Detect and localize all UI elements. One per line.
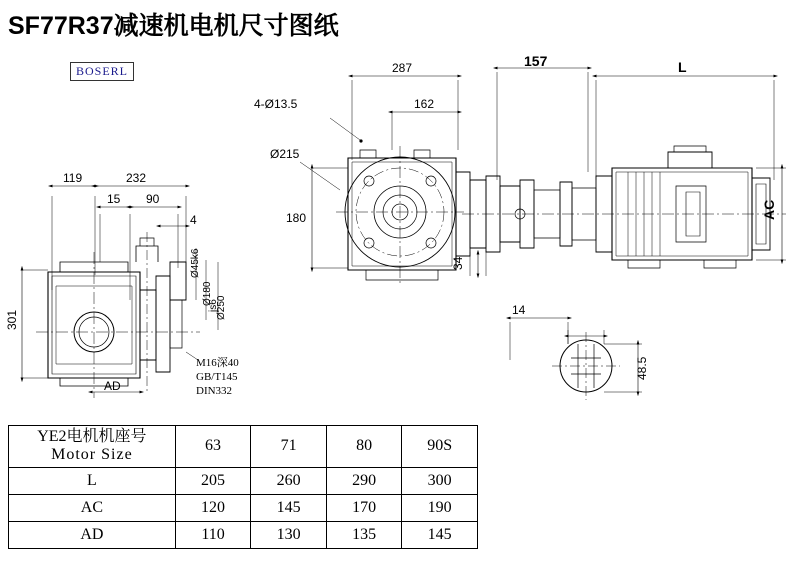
dim-119: 119 bbox=[63, 171, 83, 185]
dim-flange-250: Ø250 bbox=[216, 295, 227, 320]
cell-motor-size-71: 71 bbox=[251, 426, 327, 468]
brand-logo: BOSERL bbox=[70, 62, 134, 81]
row-label-AC: AC bbox=[9, 494, 176, 521]
dim-34: 34 bbox=[451, 256, 465, 270]
dim-157: 157 bbox=[524, 53, 548, 69]
note-thread: M16深40 bbox=[196, 357, 239, 369]
cell-L-63: 205 bbox=[175, 467, 251, 494]
cell-motor-size-63: 63 bbox=[175, 426, 251, 468]
dim-flange-180-tol: js6 bbox=[208, 299, 219, 312]
cell-motor-size-90s: 90S bbox=[402, 426, 478, 468]
row-label-cn: YE2电机机座号 bbox=[37, 428, 147, 445]
dim-shaft-key: Ø45k6 bbox=[190, 248, 201, 278]
dim-flange-180: Ø180 bbox=[202, 281, 213, 306]
dim-180: 180 bbox=[286, 211, 307, 225]
table-row bbox=[9, 521, 478, 548]
cell-L-71: 260 bbox=[251, 467, 327, 494]
cell-AD-71: 130 bbox=[251, 521, 327, 548]
dim-162: 162 bbox=[414, 97, 435, 111]
cell-L-80: 290 bbox=[326, 467, 402, 494]
dim-pcd: Ø215 bbox=[270, 147, 300, 161]
dim-AC-main: AC bbox=[761, 199, 777, 220]
note-standard: GB/T145 bbox=[196, 371, 238, 383]
cell-AD-80: 135 bbox=[326, 521, 402, 548]
dim-AD-left: AD bbox=[104, 379, 121, 393]
table-row bbox=[9, 426, 478, 468]
table-row bbox=[9, 494, 478, 521]
dim-287: 287 bbox=[392, 61, 413, 75]
cell-AD-63: 110 bbox=[175, 521, 251, 548]
dim-L: L bbox=[678, 59, 687, 75]
cell-motor-size-80: 80 bbox=[326, 426, 402, 468]
dim-301: 301 bbox=[5, 309, 19, 330]
cell-AC-63: 120 bbox=[175, 494, 251, 521]
spec-table bbox=[8, 425, 478, 549]
dim-232: 232 bbox=[126, 171, 147, 185]
row-label-L: L bbox=[9, 467, 176, 494]
dim-4: 4 bbox=[190, 213, 197, 227]
cell-L-90s: 300 bbox=[402, 467, 478, 494]
dim-14: 14 bbox=[512, 303, 526, 317]
dim-holes: 4-Ø13.5 bbox=[254, 97, 298, 111]
table-row bbox=[9, 467, 478, 494]
row-label-en: Motor Size bbox=[51, 446, 133, 464]
cell-AC-71: 145 bbox=[251, 494, 327, 521]
row-label-motor-size bbox=[9, 426, 176, 468]
cell-AD-90s: 145 bbox=[402, 521, 478, 548]
cell-AC-80: 170 bbox=[326, 494, 402, 521]
dim-48-5: 48.5 bbox=[635, 356, 649, 380]
dim-15: 15 bbox=[107, 192, 121, 206]
page-title: SF77R37减速机电机尺寸图纸 bbox=[8, 12, 339, 40]
note-din: DIN332 bbox=[196, 385, 233, 397]
cell-AC-90s: 190 bbox=[402, 494, 478, 521]
dim-90: 90 bbox=[146, 192, 160, 206]
row-label-AD: AD bbox=[9, 521, 176, 548]
